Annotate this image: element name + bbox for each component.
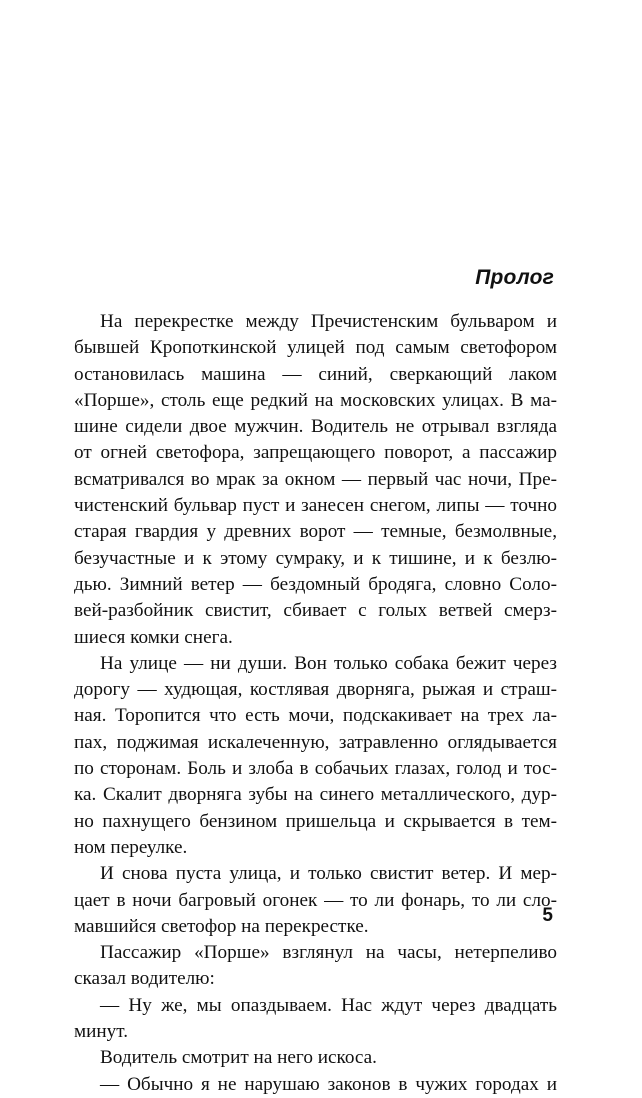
text-line: вей-разбойник свистит, сбивает с голых ветвей смерз- <box>74 600 557 622</box>
text-line: цает в ночи багровый огонек — то ли фонарь, то ли сло- <box>74 889 557 911</box>
text-line: дорогу — худющая, костлявая дворняга, рыжая и страш- <box>74 679 557 701</box>
text-line: старая гвардия у древних ворот — темные, безмолвные, <box>74 521 557 543</box>
text-line: по сторонам. Боль и злоба в собачьих глазах, голод и тос- <box>74 758 557 780</box>
text-line: безучастные и к этому сумраку, и к тишине, и к безлю- <box>74 547 557 569</box>
text-line: чистенский бульвар пуст и занесен снегом, липы — точно <box>74 495 557 517</box>
page-number: 5 <box>542 905 553 926</box>
text-line: — Обычно я не нарушаю законов в чужих городах и <box>100 1073 557 1095</box>
text-line: бывшей Кропоткинской улицей под самым светофором <box>74 337 557 359</box>
text-line: ка. Скалит дворняга зубы на синего металлического, дур- <box>74 784 557 806</box>
text-line: пах, поджимая искалеченную, затравленно оглядывается <box>74 731 557 753</box>
text-line: минут. <box>74 1021 129 1043</box>
text-line: всматривался во мрак за окном — первый час ночи, Пре- <box>74 468 557 490</box>
text-line: И снова пуста улица, и только свистит ветер. И мер- <box>100 863 557 885</box>
text-line: Пассажир «Порше» взглянул на часы, нетерпеливо <box>100 942 557 964</box>
text-line: мавшийся светофор на перекрестке. <box>74 915 369 937</box>
text-line: шине сидели двое мужчин. Водитель не отрывал взгляда <box>74 416 557 438</box>
text-line: «Порше», столь еще редкий на московских улицах. В ма- <box>74 389 557 411</box>
text-line: На перекрестке между Пречистенским бульваром и <box>100 311 557 332</box>
text-line: шиеся комки снега. <box>74 626 233 648</box>
text-line: остановилась машина — синий, сверкающий лаком <box>74 363 557 385</box>
text-line: ном переулке. <box>74 836 188 858</box>
text-line: На улице — ни души. Вон только собака бежит через <box>100 652 557 674</box>
chapter-title: Пролог <box>475 266 554 289</box>
body-text <box>74 309 557 1098</box>
text-line: от огней светофора, запрещающего поворот, а пассажир <box>74 442 557 464</box>
text-line: сказал водителю: <box>74 968 215 990</box>
text-line: Водитель смотрит на него искоса. <box>100 1047 377 1069</box>
text-line: дью. Зимний ветер — бездомный бродяга, словно Соло- <box>74 573 557 595</box>
text-line: — Ну же, мы опаздываем. Нас ждут через двадцать <box>100 994 557 1016</box>
text-line: но пахнущего бензином пришельца и скрывается в тем- <box>74 810 557 832</box>
text-line: ная. Торопится что есть мочи, подскакивает на трех ла- <box>74 705 557 727</box>
